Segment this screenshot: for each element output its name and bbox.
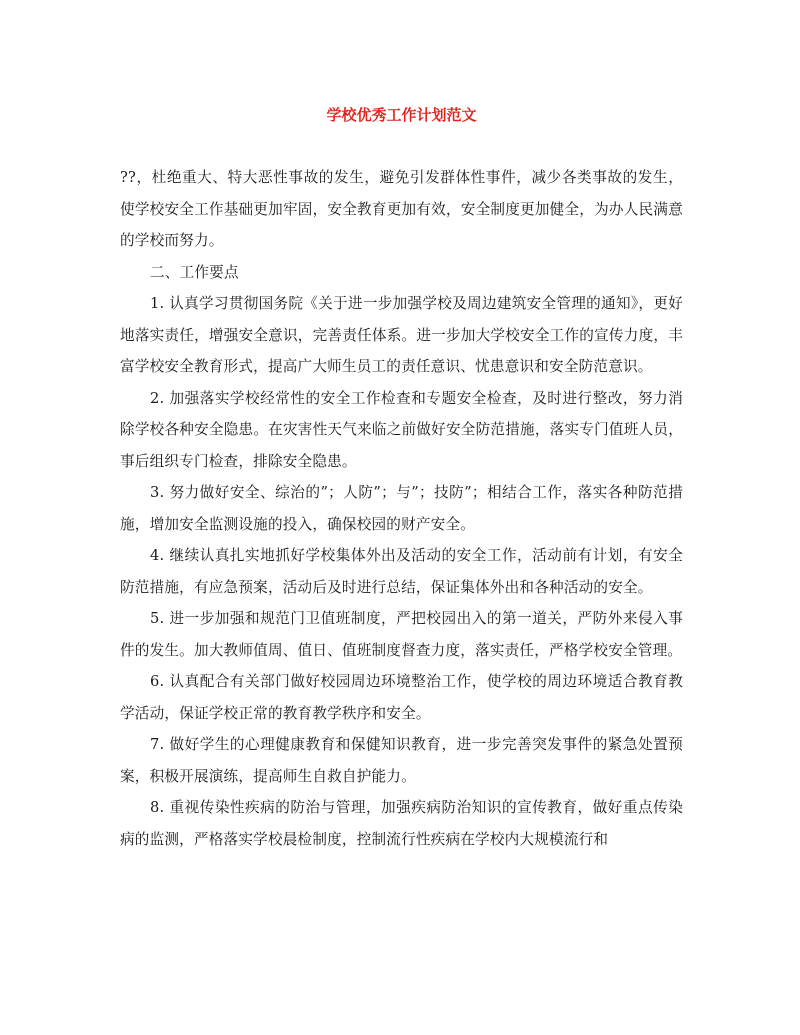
paragraph-item-5: 5. 进一步加强和规范门卫值班制度，严把校园出入的第一道关，严防外来侵入事件的发生。加大教师值周、值日、值班制度督查力度，落实责任，严格学校安全管理。 (120, 610, 683, 659)
paragraph-item-8: 8. 重视传染性疾病的防治与管理，加强疾病防治知识的宣传教育，做好重点传染病的监测，严格落实学校晨检制度，控制流行性疾病在学校内大规模流行和 (120, 799, 683, 848)
paragraph-item-6: 6. 认真配合有关部门做好校园周边环境整治工作，使学校的周边环境适合教育教学活动，保证学校正常的教育教学秩序和安全。 (120, 673, 683, 722)
document-title: 学校优秀工作计划范文 (326, 106, 477, 124)
paragraph-item-3: 3. 努力做好安全、综治的”；人防”；与”；技防”；相结合工作，落实各种防范措施，增加安全监测设施的投入，确保校园的财产安全。 (120, 484, 683, 533)
paragraph-item-4: 4. 继续认真扎实地抓好学校集体外出及活动的安全工作，活动前有计划，有安全防范措施，有应急预案，活动后及时进行总结，保证集体外出和各种活动的安全。 (120, 547, 683, 596)
paragraph-item-2: 2. 加强落实学校经常性的安全工作检查和专题安全检查，及时进行整改，努力消除学校各种安全隐患。在灾害性天气来临之前做好安全防范措施，落实专门值班人员，事后组织专门检查，排除安全隐患。 (120, 389, 683, 470)
paragraph-item-1: 1. 认真学习贯彻国务院《关于进一步加强学校及周边建筑安全管理的通知》，更好地落实责任，增强安全意识，完善责任体系。进一步加大学校安全工作的宣传力度，丰富学校安全教育形式，提高广大师生员工的责任意识、忧患意识和安全防范意识。 (120, 295, 683, 375)
paragraph-intro: ??，杜绝重大、特大恶性事故的发生，避免引发群体性事件，减少各类事故的发生，使学校安全工作基础更加牢固，安全教育更加有效，安全制度更加健全，为办人民满意的学校而努力。 (120, 169, 683, 249)
document-body (120, 162, 683, 855)
section-heading-work-points: 二、工作要点 (150, 263, 239, 281)
paragraph-item-7: 7. 做好学生的心理健康教育和保健知识教育，进一步完善突发事件的紧急处置预案，积极开展演练，提高师生自救自护能力。 (120, 736, 683, 785)
